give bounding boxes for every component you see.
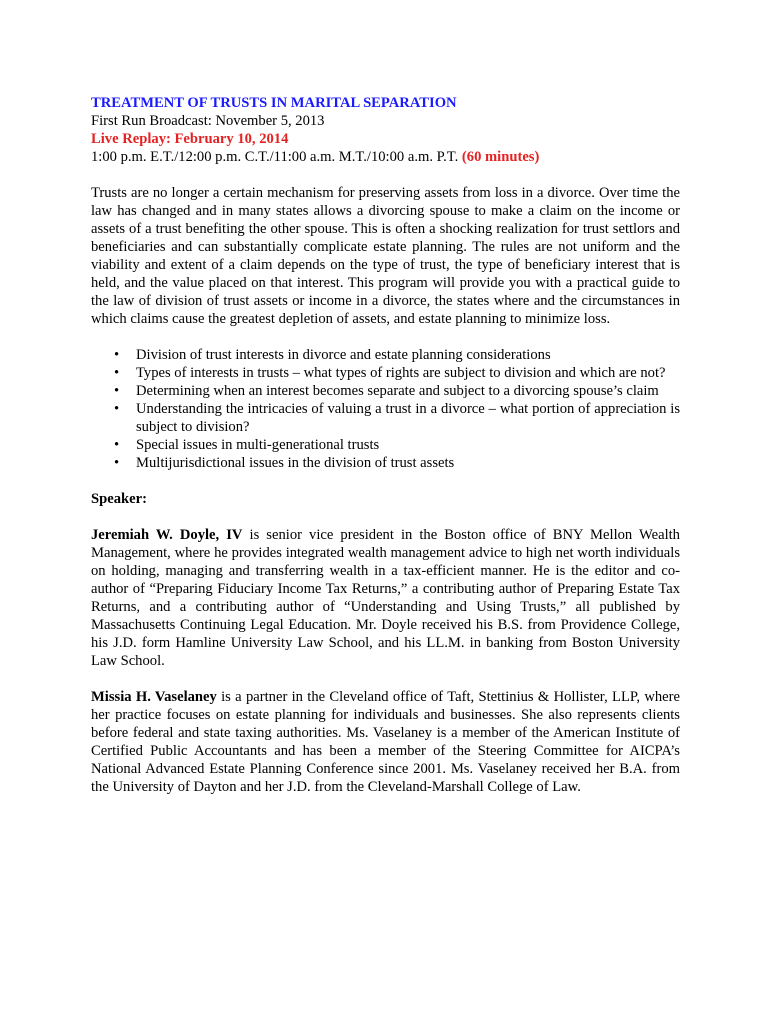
first-run-broadcast: First Run Broadcast: November 5, 2013 (91, 113, 325, 129)
topic-list (91, 346, 680, 472)
speaker-bio-text: is senior vice president in the Boston office of BNY Mellon Wealth Management, where he provides integrated wealth management advice to high net worth individuals on holding, managing and transferring wealth in a tax-efficient manner. He is the editor and co-author of “Preparing Fiduciary Income Tax Returns,” a contributing author of Preparing Estate Tax Returns, and a contributing author of “Understanding and Using Trusts,” all published by Massachusetts Continuing Legal Education. Mr. Doyle received his B.S. from Providence College, his J.D. form Hamline University Law School, and his LL.M. in banking from Boston University Law School. (91, 527, 680, 669)
speaker-bio (91, 526, 680, 670)
time-zones: 1:00 p.m. E.T./12:00 p.m. C.T./11:00 a.m. M.T./10:00 a.m. P.T. (91, 149, 459, 165)
broadcast-times (91, 148, 680, 166)
live-replay-date: Live Replay: February 10, 2014 (91, 131, 289, 147)
bullet-icon: • (114, 401, 120, 417)
speaker-name: Missia H. Vaselaney (91, 689, 217, 705)
bullet-icon: • (114, 437, 120, 453)
list-item: • Understanding the intricacies of valuing a trust in a divorce – what portion of appreciation is subject to division? (114, 401, 680, 435)
duration: (60 minutes) (461, 149, 540, 165)
bullet-icon: • (114, 347, 120, 363)
speaker-bio-text: is a partner in the Cleveland office of Taft, Stettinius & Hollister, LLP, where her practice focuses on estate planning for individuals and businesses. She also represents clients before federal and state taxing authorities. Ms. Vaselaney is a member of the American Institute of Certified Public Accountants and has been a member of the Steering Committee for AICPA’s National Advanced Estate Planning Conference since 2001. Ms. Vaselaney received her B.A. from the University of Dayton and her J.D. from the Cleveland-Marshall College of Law. (91, 689, 680, 795)
list-item: • Division of trust interests in divorce and estate planning considerations (114, 347, 551, 363)
list-item: • Types of interests in trusts – what types of rights are subject to division and which are not? (114, 365, 666, 381)
document-title: TREATMENT OF TRUSTS IN MARITAL SEPARATION (91, 95, 457, 111)
list-item: • Determining when an interest becomes separate and subject to a divorcing spouse’s claim (114, 383, 659, 399)
program-description: Trusts are no longer a certain mechanism for preserving assets from loss in a divorce. Over time the law has changed and in many states allows a divorcing spouse to make a claim on the income or assets of a trust benefiting the other spouse. This is often a shocking realization for trust settlors and beneficiaries and can substantially complicate estate planning. The rules are not uniform and the viability and extent of a claim depends on the type of trust, the type of beneficiary interest that is held, and the value placed on that interest. This program will provide you with a practical guide to the law of division of trust assets or income in a divorce, the states where and the circumstances in which claims cause the greatest depletion of assets, and estate planning to minimize loss. (91, 185, 680, 327)
bullet-icon: • (114, 365, 120, 381)
document-page (91, 94, 680, 796)
list-item: • Special issues in multi-generational trusts (114, 437, 380, 453)
speakers-heading: Speaker: (91, 491, 147, 507)
list-item: • Multijurisdictional issues in the division of trust assets (114, 455, 455, 471)
bullet-icon: • (114, 383, 120, 399)
speaker-bio (91, 688, 680, 796)
speaker-name: Jeremiah W. Doyle, IV (91, 527, 243, 543)
bullet-icon: • (114, 455, 120, 471)
